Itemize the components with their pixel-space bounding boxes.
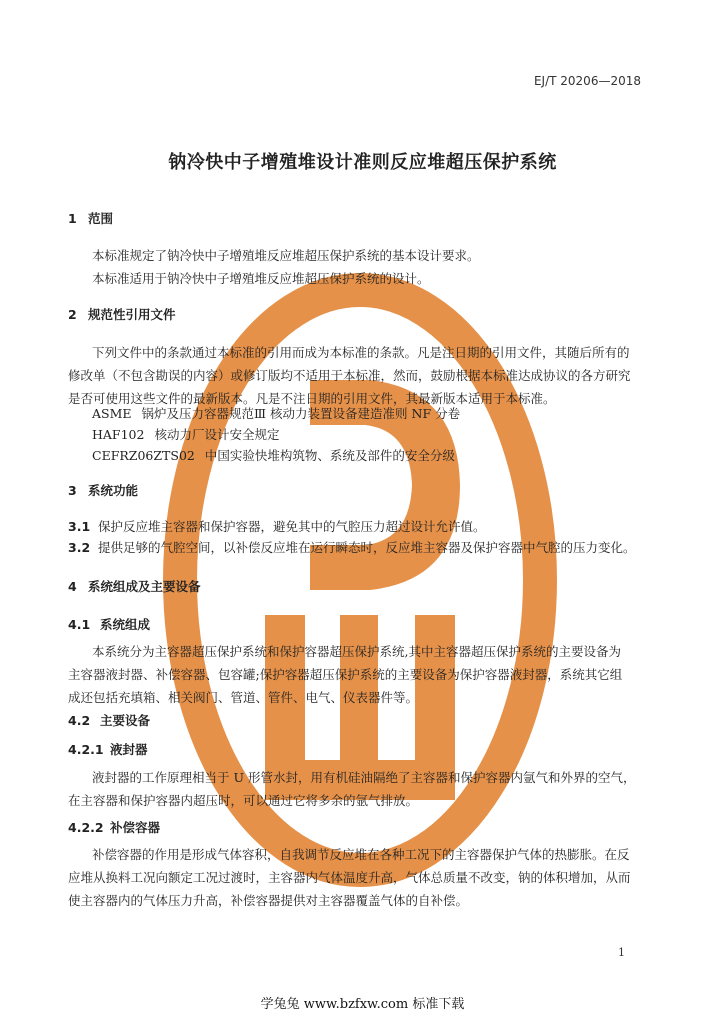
section-title: 主要设备	[100, 713, 151, 728]
section-title: 补偿容器	[110, 820, 161, 835]
section-4-1-heading	[68, 615, 150, 633]
paragraph-line: 在主容器和保护容器内超压时，可以通过它将多余的氩气排放。	[68, 793, 419, 808]
paragraph-line: 本标准规定了钠冷快中子增殖堆反应堆超压保护系统的基本设计要求。	[92, 248, 480, 263]
section-4-2-2-body	[68, 843, 631, 912]
reference-item	[92, 425, 279, 443]
section-number: 4.2.1	[68, 742, 104, 757]
section-4-2-1-heading	[68, 740, 148, 758]
paragraph-line: 成还包括充填箱、相关阀门、管道、管件、电气、仪表器件等。	[68, 690, 419, 705]
section-title: 系统组成	[100, 617, 151, 632]
section-number: 4	[68, 579, 77, 594]
section-title: 系统功能	[88, 483, 139, 498]
reference-code: CEFRZ06ZTS02	[92, 448, 195, 463]
reference-item	[92, 446, 455, 464]
section-number: 4.1	[68, 617, 91, 632]
paragraph-line: 补偿容器的作用是形成气体容积，自我调节反应堆在各种工况下的主容器保护气体的热膨胀。在反	[92, 847, 630, 862]
reference-code: ASME	[92, 406, 132, 421]
reference-title: 锅炉及压力容器规范Ⅲ 核动力装置设备建造准则 NF 分卷	[141, 406, 461, 421]
section-title: 规范性引用文件	[88, 307, 176, 322]
section-title: 系统组成及主要设备	[88, 579, 201, 594]
reference-item	[92, 404, 460, 422]
paragraph-line: 本标准适用于钠冷快中子增殖堆反应堆超压保护系统的设计。	[92, 271, 430, 286]
section-2-body	[68, 341, 631, 410]
item-text: 提供足够的气腔空间，以补偿反应堆在运行瞬态时，反应堆主容器及保护容器中气腔的压力变化。	[98, 540, 636, 555]
paragraph-line: 下列文件中的条款通过本标准的引用而成为本标准的条款。凡是注日期的引用文件，其随后所有的	[92, 345, 630, 360]
page-number: 1	[618, 946, 625, 959]
reference-title: 中国实验快堆构筑物、系统及部件的安全分级	[204, 448, 455, 463]
item-number: 3.2	[68, 540, 91, 555]
paragraph-line: 是否可使用这些文件的最新版本。凡是不注日期的引用文件，其最新版本适用于本标准。	[68, 391, 556, 406]
section-3-heading	[68, 481, 138, 499]
section-title: 液封器	[110, 742, 148, 757]
paragraph-line: 修改单（不包含勘误的内容）或修订版均不适用于本标准，然而，鼓励根据本标准达成协议的各方研究	[68, 368, 631, 383]
footer-text[interactable]: 学兔兔 www.bzfxw.com 标准下载	[260, 997, 465, 1012]
standard-code: EJ/T 20206—2018	[533, 74, 641, 88]
paragraph-line: 应堆从换料工况向额定工况过渡时，主容器内气体温度升高，气体总质量不改变，钠的体积增加，从而	[68, 870, 631, 885]
item-text: 保护反应堆主容器和保护容器，避免其中的气腔压力超过设计允许值。	[98, 519, 486, 534]
section-4-2-1-body	[68, 766, 635, 812]
paragraph-line: 本系统分为主容器超压保护系统和保护容器超压保护系统,其中主容器超压保护系统的主要设备为	[92, 644, 621, 659]
reference-code: HAF102	[92, 427, 145, 442]
section-4-2-heading	[68, 711, 150, 729]
section-2-heading	[68, 305, 176, 323]
section-number: 4.2	[68, 713, 91, 728]
section-4-heading	[68, 577, 201, 595]
section-number: 2	[68, 307, 77, 322]
section-number: 1	[68, 211, 77, 226]
function-item	[68, 517, 486, 535]
document-title: 钠冷快中子增殖堆设计准则反应堆超压保护系统	[168, 152, 557, 173]
paragraph-line: 液封器的工作原理相当于 U 形管水封，用有机硅油隔绝了主容器和保护容器内氩气和外界的空气，	[92, 770, 636, 785]
paragraph-line: 使主容器内的气体压力升高，补偿容器提供对主容器覆盖气体的自补偿。	[68, 893, 469, 908]
section-1-body	[92, 244, 480, 290]
reference-title: 核动力厂设计安全规定	[154, 427, 280, 442]
section-number: 3	[68, 483, 77, 498]
section-4-1-body	[68, 640, 622, 709]
paragraph-line: 主容器液封器、补偿容器、包容罐;保护容器超压保护系统的主要设备为保护容器液封器，系统其它组	[68, 667, 623, 682]
section-1-heading	[68, 209, 113, 227]
section-number: 4.2.2	[68, 820, 104, 835]
item-number: 3.1	[68, 519, 91, 534]
section-4-2-2-heading	[68, 818, 160, 836]
section-title: 范围	[88, 211, 114, 226]
function-item	[68, 538, 636, 556]
